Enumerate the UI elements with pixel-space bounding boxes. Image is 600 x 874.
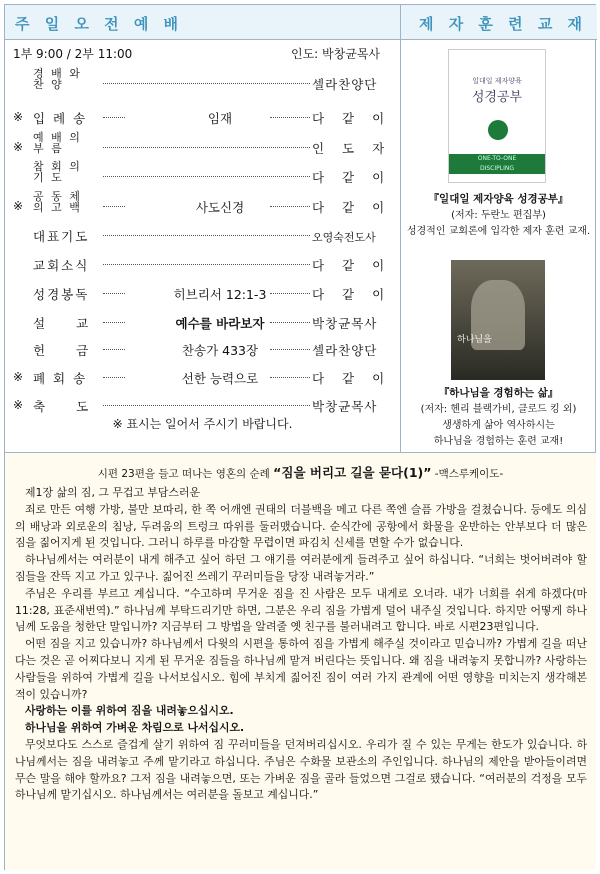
wheel-icon (488, 120, 508, 140)
service-item-content: 히브리서 12:1-3 (173, 287, 267, 302)
service-row (5, 67, 400, 95)
service-item-label: 공 동 체 의 고 백 (33, 190, 82, 214)
devotional-paragraph: 무엇보다도 스스로 즐겁게 살기 위하여 짐 꾸러미들을 던져버리십시오. 우리가 질 수 있는 무게는 한도가 있습니다. 하나님께서는 짐을 내려놓고 주께 맡기라고 하십니다. 주님은 수화물 보관소의 주인입니다. 하나님의 제안을 받아들이려면 무슨 말을 해야 할까요? 그저 짐을 내려놓으면, 또는 가벼운 짐을 골라 들었으면 그걸로 됐습니다. “여러분의 걱정을 모두 하나님께 맡기십시오. 하나님께서는 여러분을 돌보고 계십니다.” (15, 737, 587, 802)
service-item-person: 셀라찬양단 (312, 77, 378, 92)
leader-dots (270, 206, 310, 207)
cover-band: ONE-TO-ONE DISCIPLING (449, 154, 545, 174)
service-item-label: 참 회 의 기 도 (33, 160, 82, 184)
service-row (5, 283, 400, 305)
book-cover-one-to-one (448, 49, 546, 183)
devotional-paragraph: 어떤 짐을 지고 있습니까? 하나님께서 다윗의 시편을 통하여 짐을 가볍게 해주실 것이라고 믿습니까? 가볍게 길을 떠난다는 것은 곧 어찌다보니 지게 된 무거운 짐들을 하나님께 맡겨 버린다는 뜻입니다. 왜 짐을 내려놓지 못합니까? 사랑하는 사람들을 위하여 가볍게 길을 나서보십시오. 힘에 부치게 짊어진 짐이 여러 가지 관계에 어떤 영향을 미치는지 생각해본 적이 있습니까? (15, 637, 587, 701)
leader-dots (103, 405, 310, 406)
worship-title: 주 일 오 전 예 배 (15, 15, 184, 33)
leader-dots (103, 206, 125, 207)
cover-title: 성경공부 (471, 90, 523, 105)
service-item-person: 셀라찬양단 (312, 343, 378, 358)
bulletin-page (4, 4, 596, 870)
service-row (5, 190, 400, 218)
book-cover-experiencing-god (451, 260, 545, 380)
leader-dots (103, 117, 125, 118)
service-item-label: 교회소식 (33, 258, 90, 273)
service-row (5, 225, 400, 247)
service-item-label: 축 도 (33, 399, 91, 414)
devotional-paragraph: 사랑하는 이를 위하여 짐을 내려놓으십시오. (25, 704, 234, 718)
service-item-label: 폐 회 송 (33, 371, 88, 386)
devotional-paragraph: 죄로 만든 여행 가방, 불만 보따리, 한 쪽 어깨엔 권태의 더블백을 메고 다른 쪽엔 슬픔 가방을 걸쳤습니다. 등에도 의심의 배낭과 외로운의 침낭, 두려움의 트렁크 따위를 둘러맸습니다. 순식간에 공항에서 화물을 운반하는 안부보다 더 많은 짐을 짊어지게 된 것입니다. 그러니 하루를 마감할 무렵이면 파김치 신세를 면할 수가 없습니다. (15, 502, 587, 550)
leader-dots (103, 349, 125, 350)
service-item-content: 찬송가 433장 (181, 343, 259, 358)
leader-dots (103, 264, 310, 265)
service-item-person: 박창균목사 (312, 316, 378, 331)
books-header (400, 5, 597, 40)
service-times: 1부 9:00 / 2부 11:00 (13, 47, 133, 61)
devotional-paragraph: 하나님께서는 여러분이 내게 해주고 싶어 하던 그 얘기를 여러분에게 들려주고 싶어 하십니다. “너희는 벗어버려야 할 짐들을 잔뜩 지고 가고 있구나. 짊어진 쓰레기 꾸러미들을 당장 내려놓거라.” (15, 553, 587, 583)
cover-subtitle: 일대일 제자양육 (472, 77, 522, 85)
book1-desc: 성경적인 교회론에 입각한 제자 훈련 교재. (406, 226, 591, 237)
stand-mark: ※ (13, 199, 24, 213)
leader-dots (270, 117, 310, 118)
book2-caption (401, 385, 596, 450)
service-item-label: 입 례 송 (33, 111, 88, 126)
service-item-content: 예수를 바라보자 (175, 316, 265, 331)
service-item-person: 다 같 이 (312, 287, 392, 302)
leader-dots (103, 83, 310, 84)
service-item-content: 사도신경 (195, 200, 245, 215)
devotional-body (15, 485, 587, 804)
service-item-label: 대표기도 (33, 229, 90, 244)
service-item-person: 다 같 이 (312, 258, 392, 273)
devotional-paragraph: 하나님을 위하여 가벼운 차림으로 나서십시오. (25, 721, 245, 735)
leader-dots (270, 349, 310, 350)
service-item-content: 임재 (207, 111, 233, 126)
service-item-person: 박창균목사 (312, 399, 378, 414)
service-row (5, 312, 400, 334)
service-item-person: 인 도 자 (312, 141, 392, 156)
cover-title-2: 하나님을 (457, 335, 492, 345)
service-item-label: 헌 금 (33, 343, 91, 358)
devotional-title (5, 463, 596, 481)
book2-desc2: 하나님을 경험하는 훈련 교재! (433, 436, 564, 447)
book2-title: 『하나님을 경험하는 삶』 (438, 387, 559, 399)
book2-author: (저자: 헨리 블랙가비, 클로드 킹 외) (420, 404, 577, 415)
leader-dots (270, 322, 310, 323)
service-item-person: 다 같 이 (312, 371, 392, 386)
service-item-label: 설 교 (33, 316, 91, 331)
service-item-content: 선한 능력으로 (181, 371, 259, 386)
standing-note: ※ 표시는 일어서 주시기 바랍니다. (112, 417, 293, 431)
service-item-person: 다 같 이 (312, 111, 392, 126)
service-row (5, 160, 400, 188)
worship-header (5, 5, 400, 40)
leader-dots (103, 377, 125, 378)
service-row (5, 395, 400, 417)
book1-caption (401, 191, 596, 240)
service-row (5, 339, 400, 361)
devotional-paragraph: 주님은 우리를 부르고 계십니다. “수고하며 무거운 짐을 진 사람은 모두 내게로 오너라. 내가 너희를 쉬게 하겠다(마11:28, 표준새번역).” 하나님께 부탁드리기만 하면, 그분은 우리 짐을 가볍게 덜어 내주실 것입니다. 하지만 어떻게 하나님께 도움을 청한단 말입니까? 지금부터 그 방법을 알려줄 옛 친구를 불러내려고 합니다. 바로 시편23편입니다. (15, 586, 587, 634)
leader-dots (103, 293, 125, 294)
leader-dots (270, 293, 310, 294)
book2-desc1: 생생하게 삶아 역사하시는 (442, 420, 555, 431)
service-item-label: 경 배 와 찬 양 (33, 67, 82, 91)
stand-mark: ※ (13, 398, 24, 412)
leader-dots (103, 322, 125, 323)
stand-mark: ※ (13, 110, 24, 124)
devotional-paragraph: 제1장 삶의 짐, 그 무겁고 부담스러운 (25, 486, 200, 499)
stand-mark: ※ (13, 140, 24, 154)
books-title: 제 자 훈 련 교 재 (419, 15, 588, 33)
devotional-author: -맥스루케이도- (434, 468, 504, 480)
leader-dots (103, 235, 310, 236)
service-item-person: 오영숙전도사 (312, 231, 376, 244)
book1-author: (저자: 두란노 편집부) (451, 210, 546, 221)
book1-title: 『일대일 제자양육 성경공부』 (428, 193, 569, 205)
service-row (5, 254, 400, 276)
service-leader: 인도: 박창균목사 (291, 47, 381, 61)
service-item-person: 다 같 이 (312, 200, 392, 215)
service-row (5, 131, 400, 159)
service-item-label: 예 배 의 부 름 (33, 131, 82, 155)
stand-mark: ※ (13, 370, 24, 384)
leader-dots (270, 377, 310, 378)
service-row (5, 367, 400, 389)
service-row (5, 107, 400, 129)
devotional-heading: “짐을 버리고 길을 묻다(1)” (273, 465, 432, 480)
leader-dots (103, 176, 310, 177)
leader-dots (103, 147, 310, 148)
service-item-person: 다 같 이 (312, 170, 392, 185)
devotional-intro: 시편 23편을 들고 떠나는 영혼의 순례 (97, 468, 270, 480)
service-item-label: 성경봉독 (33, 287, 90, 302)
